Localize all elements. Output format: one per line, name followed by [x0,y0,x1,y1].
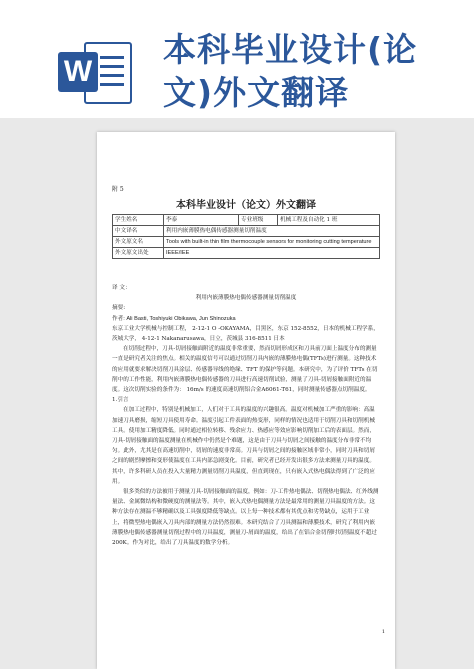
banner-title-line2: 文)外文翻译 [163,73,350,112]
table-row [113,226,380,237]
authors-label: 作者: [112,315,125,322]
major-label: 专业班级 [239,215,278,226]
document-page [97,132,395,669]
table-row [113,215,380,226]
affiliation-text: 东京工业大学机械与控制工程， 2-12-1 O -OKAYAMA，目黑区，东京 152-8552，日本的机械工程学系，茨城大学， 4-12-1 Nakanarusawa，日立，茨城县 316-8511 日本 [112,325,379,343]
translation-label: 译 文： [112,285,131,291]
source-value: IEEE/IEE [164,248,380,259]
abstract-label: 摘要: [112,305,126,312]
intro-paragraph-1: 在加工过程中，特别是机械加工，人们对于工具的温度的兴趣很高。温度对机械加工严重的影响：高温加速刀具磨损，缩短刀具使用寿命。温度引起工件表面的热变形，同样的情况也适用于切削刀具和切削机械工具。使用加工精度降低。同时通过相位转移、残余应力、热感应等效应影响切削加工后的表面层。然而，刀具-切屑接触面的温度测量在机械作中仍然是个难题，这是由于刀具与切屑之间接触的温度分布非常不均匀。此外，尤其是在高速切削中，切屑的速度非常高。刀具与切屑之间的接触区域非常小，同时刀具和切屑之间的剧烈摩擦和变形使温度在工具内部急剧变化。目前，研究者已经开发出很多方法来测量刀具的温度。其中，许多科研人员在投入大量精力测量切削刀具温度，但直到现在，只有嵌入式热电偶法得到了广泛的应用。 [112,407,375,485]
translation-body [112,283,380,548]
document-title: 本科毕业设计（论文）外文翻译 [176,200,316,211]
section-heading: 1.引言 [112,397,129,404]
authors-line [112,314,380,324]
translation-title: 利用内嵌薄膜热电偶传感器测量切削温度 [195,295,297,302]
cn-title-value: 利用内嵌薄膜热电偶传感器测量切削温度 [164,226,380,237]
banner-title-line1: 本科毕业设计(论 [163,30,418,69]
word-document-icon [58,40,130,104]
major-value: 机械工程及自动化 1 班 [278,215,380,226]
appendix-label: 附 5 [112,186,124,193]
page-number: 1 [381,629,385,635]
orig-title-label: 外文原文名 [113,237,164,248]
intro-paragraph-2: 很多类似的方法被用于测量刀具-切屑接触面的温度，例如：刀-工件热电偶法、切削热电偶法、红外线测量法、金属微结构和微硬度的测量法等。其中，嵌入式热电偶测量方法是最常用的测量刀具温度的方法。这种方法存在测温不够精确以及工具强度降低等缺点。以上每一种技术都有其优点和劣势缺点，运用于工业上，将微型热电偶嵌入刀具内部的测量方法仍然很难。本研究结合了刀具测温和薄膜技术，研究了利用内嵌薄膜热电偶传感器测量切削过程中的刀具温度，测量刀-屑面的温度，给出了在铝合金切削时切削温度不超过 200K。作为对比，给出了刀具温度的数学分析。 [112,489,379,547]
abstract-paragraph: 在切削过程中，刀具-切屑接触面附近的温度非常重要，然而切屑形成区和刀具前刀面上温度分布的测量一直是研究者关注的焦点。相关的温度信号可以通过切削刀具内嵌的薄膜热电偶(TFTs)进行测量。这种技术的应用就要求解决切削刀具涂层、传感器导线的绝缘、TFT 的保护等问题。本研究中，为了评价 TFTs 在切削中的工作性能，利用内嵌薄膜热电偶传感器的刀具进行高速切削试验，测量了刀具-切屑接触面附近的温度。这次切削实验的条件为： 16m/s 的速度高速切削铝合金A6061-T61，同时测量传感器点切削温度。 [112,346,378,394]
word-letter-plate: W [58,52,98,92]
table-row [113,237,380,248]
cn-title-label: 中文译名 [113,226,164,237]
student-name-label: 学生姓名 [113,215,164,226]
orig-title-value: Tools with built-in thin film thermocouple sensors for monitoring cutting temperature [164,237,380,248]
authors-names: Ali Basti, Toshiyuki Obikawa, Jun Shinozuka [126,315,236,322]
document-preview-area [0,118,474,669]
table-row [113,248,380,259]
info-table [112,214,380,259]
banner-title [163,28,463,114]
banner-header [0,0,474,118]
student-name-value: 李泰 [164,215,239,226]
source-label: 外文原文出处 [113,248,164,259]
